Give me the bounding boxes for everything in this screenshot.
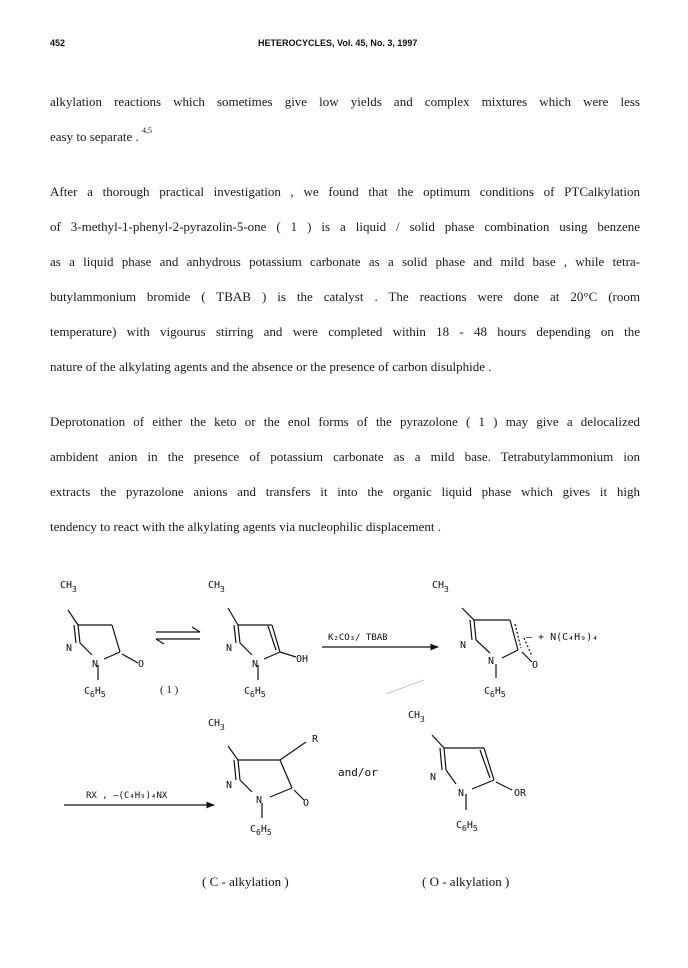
oxygen-label: O <box>303 798 310 809</box>
nitrogen-label: N <box>458 788 465 799</box>
text-line: alkylation reactions which sometimes give low yields and complex mixtures which were less <box>50 94 640 109</box>
pyrazolone-enol-form <box>228 608 296 680</box>
nitrogen-label: N <box>226 780 233 791</box>
compound-number-label: ( 1 ) <box>160 684 179 696</box>
nitrogen-label: N <box>226 643 233 654</box>
oxygen-label: O <box>532 660 539 671</box>
reagent-label-top: K₂CO₃/ TBAB <box>328 633 388 643</box>
running-header: HETEROCYCLES, Vol. 45, No. 3, 1997 <box>258 38 418 48</box>
subscript: 5 <box>500 690 506 699</box>
atom-text: CH <box>60 580 73 591</box>
counter-ion-label: – + N(C₄H₉)₄ <box>526 632 599 643</box>
paragraph-3 <box>50 404 640 544</box>
atom-text: C <box>456 820 463 831</box>
ch3-label <box>408 710 425 724</box>
atom-text: H <box>260 824 267 835</box>
nitrogen-label: N <box>92 659 99 670</box>
nitrogen-label: N <box>252 659 259 670</box>
ch3-label <box>432 580 449 594</box>
nitrogen-label: N <box>66 643 73 654</box>
atom-text: H <box>94 686 101 697</box>
nitrogen-label: N <box>488 656 495 667</box>
subscript: 5 <box>266 828 272 837</box>
ch3-label <box>60 580 77 594</box>
subscript: 6 <box>490 690 495 699</box>
nitrogen-label: N <box>460 640 467 651</box>
atom-text: C <box>250 824 257 835</box>
hydroxyl-label: OH <box>296 654 309 665</box>
ch3-label <box>208 718 225 732</box>
alkoxy-label: OR <box>514 788 527 799</box>
subscript: 5 <box>100 690 106 699</box>
page-number: 452 <box>50 38 66 48</box>
equilibrium-arrows <box>156 627 200 644</box>
phenyl-label <box>244 686 266 699</box>
subscript: 5 <box>472 824 478 833</box>
subscript: 6 <box>90 690 95 699</box>
subscript: 6 <box>462 824 467 833</box>
ch3-label <box>208 580 225 594</box>
atom-text: CH <box>408 710 421 721</box>
text-line: butylammonium bromide ( TBAB ) is the catalyst . The reactions were done at 20°C (room <box>50 289 640 304</box>
text-line: of 3-methyl-1-phenyl-2-pyrazolin-5-one ( 1 ) is a liquid / solid phase combination using benzene <box>50 219 640 234</box>
atom-text: H <box>254 686 261 697</box>
phenyl-label <box>484 686 506 699</box>
text-fragment: easy to separate . <box>50 129 143 144</box>
subscript: 3 <box>72 585 77 594</box>
subscript: 5 <box>260 690 266 699</box>
reference-superscript: 4,5 <box>142 126 153 135</box>
text-line: nature of the alkylating agents and the absence or the presence of carbon disulphide . <box>50 359 492 374</box>
connector-line <box>386 680 424 694</box>
text-line: After a thorough practical investigation , we found that the optimum conditions of PTCalkylation <box>50 184 640 199</box>
c-alkylation-product <box>228 742 306 818</box>
subscript: 6 <box>256 828 261 837</box>
atom-text: H <box>466 820 473 831</box>
atom-text: CH <box>432 580 445 591</box>
subscript: 3 <box>444 585 449 594</box>
text-line: ambident anion in the presence of potassium carbonate as a mild base. Tetrabutylammonium ion <box>50 449 640 464</box>
reaction-scheme <box>0 560 688 920</box>
atom-text: C <box>84 686 91 697</box>
oxygen-label: O <box>138 659 145 670</box>
text-line: as a liquid phase and anhydrous potassium carbonate as a solid phase and mild base , while tetra- <box>50 254 640 269</box>
subscript: 3 <box>220 723 225 732</box>
atom-text: C <box>244 686 251 697</box>
phenyl-label <box>250 824 272 837</box>
reagent-label-bottom: RX , –(C₄H₉)₄NX <box>86 791 168 801</box>
text-line: extracts the pyrazolone anions and transfers it into the organic liquid phase which gives it high <box>50 484 640 499</box>
r-group-label: R <box>312 734 319 745</box>
c-alkylation-caption: ( C - alkylation ) <box>202 874 289 889</box>
subscript: 6 <box>250 690 255 699</box>
and-or-label: and/or <box>338 766 378 779</box>
paragraph-2 <box>50 174 640 384</box>
atom-text: H <box>494 686 501 697</box>
subscript: 3 <box>420 715 425 724</box>
text-line: Deprotonation of either the keto or the enol forms of the pyrazolone ( 1 ) may give a delocalized <box>50 414 640 429</box>
nitrogen-label: N <box>430 772 437 783</box>
pyrazolone-keto-form <box>68 610 138 680</box>
o-alkylation-caption: ( O - alkylation ) <box>422 874 510 889</box>
atom-text: CH <box>208 580 221 591</box>
paragraph-1 <box>50 84 640 154</box>
nitrogen-label: N <box>256 795 263 806</box>
text-line: tendency to react with the alkylating agents via nucleophilic displacement . <box>50 519 441 534</box>
ambident-anion <box>462 608 532 678</box>
atom-text: CH <box>208 718 221 729</box>
phenyl-label <box>84 686 106 699</box>
text-line: temperature) with vigourus stirring and were completed within 18 - 48 hours depending on the <box>50 324 640 339</box>
text-line <box>50 119 640 154</box>
o-alkylation-product <box>432 735 512 810</box>
phenyl-label <box>456 820 478 833</box>
subscript: 3 <box>220 585 225 594</box>
atom-text: C <box>484 686 491 697</box>
